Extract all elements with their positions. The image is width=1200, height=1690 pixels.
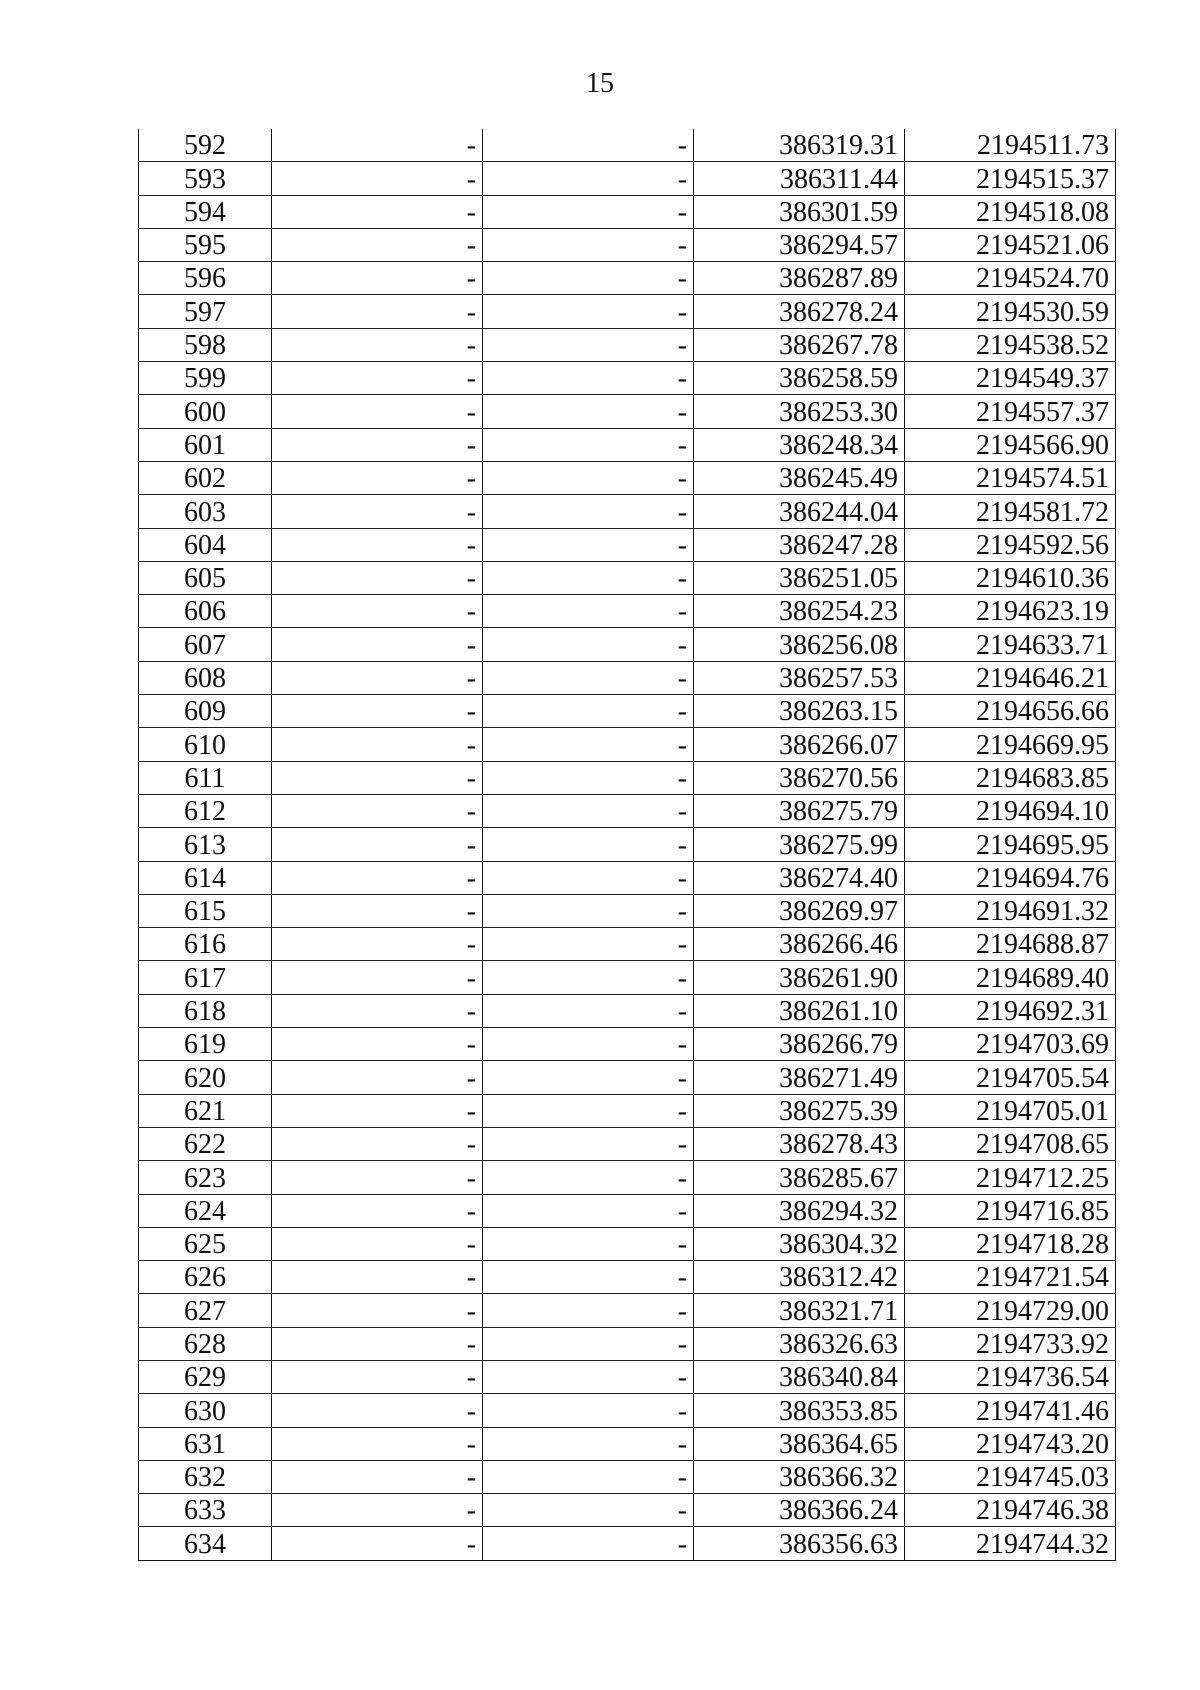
dash-cell: -	[483, 628, 694, 661]
point-number-cell: 616	[139, 928, 272, 961]
dash-cell: -	[483, 894, 694, 927]
y-coordinate-cell: 2194623.19	[905, 595, 1116, 628]
dash-cell: -	[483, 262, 694, 295]
x-coordinate-cell: 386311.44	[694, 162, 905, 195]
table-row	[139, 794, 1116, 827]
y-coordinate-cell: 2194530.59	[905, 295, 1116, 328]
y-coordinate-cell: 2194712.25	[905, 1161, 1116, 1194]
point-number-cell: 620	[139, 1061, 272, 1094]
dash-cell: -	[272, 961, 483, 994]
y-coordinate-cell: 2194610.36	[905, 561, 1116, 594]
y-coordinate-cell: 2194691.32	[905, 894, 1116, 927]
table-row	[139, 495, 1116, 528]
y-coordinate-cell: 2194729.00	[905, 1294, 1116, 1327]
point-number-cell: 600	[139, 395, 272, 428]
x-coordinate-cell: 386266.79	[694, 1028, 905, 1061]
table-row	[139, 1460, 1116, 1493]
point-number-cell: 629	[139, 1360, 272, 1393]
point-number-cell: 601	[139, 428, 272, 461]
dash-cell: -	[272, 695, 483, 728]
y-coordinate-cell: 2194656.66	[905, 695, 1116, 728]
dash-cell: -	[272, 295, 483, 328]
dash-cell: -	[272, 928, 483, 961]
table-row	[139, 1327, 1116, 1360]
x-coordinate-cell: 386274.40	[694, 861, 905, 894]
x-coordinate-cell: 386278.43	[694, 1127, 905, 1160]
y-coordinate-cell: 2194695.95	[905, 828, 1116, 861]
dash-cell: -	[272, 994, 483, 1027]
dash-cell: -	[483, 528, 694, 561]
dash-cell: -	[483, 129, 694, 162]
point-number-cell: 631	[139, 1427, 272, 1460]
x-coordinate-cell: 386269.97	[694, 894, 905, 927]
table-row	[139, 1294, 1116, 1327]
point-number-cell: 621	[139, 1094, 272, 1127]
dash-cell: -	[272, 728, 483, 761]
y-coordinate-cell: 2194716.85	[905, 1194, 1116, 1227]
y-coordinate-cell: 2194689.40	[905, 961, 1116, 994]
table-row	[139, 961, 1116, 994]
y-coordinate-cell: 2194633.71	[905, 628, 1116, 661]
dash-cell: -	[483, 561, 694, 594]
y-coordinate-cell: 2194683.85	[905, 761, 1116, 794]
point-number-cell: 603	[139, 495, 272, 528]
y-coordinate-cell: 2194705.01	[905, 1094, 1116, 1127]
x-coordinate-cell: 386271.49	[694, 1061, 905, 1094]
y-coordinate-cell: 2194744.32	[905, 1527, 1116, 1560]
y-coordinate-cell: 2194736.54	[905, 1360, 1116, 1393]
table-row	[139, 461, 1116, 494]
y-coordinate-cell: 2194703.69	[905, 1028, 1116, 1061]
dash-cell: -	[272, 1261, 483, 1294]
x-coordinate-cell: 386287.89	[694, 262, 905, 295]
dash-cell: -	[483, 1460, 694, 1493]
dash-cell: -	[272, 495, 483, 528]
y-coordinate-cell: 2194721.54	[905, 1261, 1116, 1294]
y-coordinate-cell: 2194581.72	[905, 495, 1116, 528]
x-coordinate-cell: 386294.32	[694, 1194, 905, 1227]
table-row	[139, 228, 1116, 261]
x-coordinate-cell: 386248.34	[694, 428, 905, 461]
dash-cell: -	[483, 461, 694, 494]
x-coordinate-cell: 386266.46	[694, 928, 905, 961]
y-coordinate-cell: 2194694.76	[905, 861, 1116, 894]
point-number-cell: 622	[139, 1127, 272, 1160]
x-coordinate-cell: 386247.28	[694, 528, 905, 561]
dash-cell: -	[483, 728, 694, 761]
x-coordinate-cell: 386304.32	[694, 1227, 905, 1260]
table-row	[139, 595, 1116, 628]
x-coordinate-cell: 386245.49	[694, 461, 905, 494]
dash-cell: -	[483, 328, 694, 361]
point-number-cell: 606	[139, 595, 272, 628]
x-coordinate-cell: 386261.90	[694, 961, 905, 994]
table-row	[139, 1227, 1116, 1260]
x-coordinate-cell: 386364.65	[694, 1427, 905, 1460]
x-coordinate-cell: 386340.84	[694, 1360, 905, 1393]
dash-cell: -	[272, 1028, 483, 1061]
point-number-cell: 614	[139, 861, 272, 894]
point-number-cell: 626	[139, 1261, 272, 1294]
dash-cell: -	[272, 828, 483, 861]
y-coordinate-cell: 2194718.28	[905, 1227, 1116, 1260]
y-coordinate-cell: 2194745.03	[905, 1460, 1116, 1493]
point-number-cell: 624	[139, 1194, 272, 1227]
dash-cell: -	[272, 1227, 483, 1260]
dash-cell: -	[272, 1360, 483, 1393]
dash-cell: -	[483, 761, 694, 794]
dash-cell: -	[272, 861, 483, 894]
y-coordinate-cell: 2194743.20	[905, 1427, 1116, 1460]
point-number-cell: 592	[139, 129, 272, 162]
dash-cell: -	[272, 328, 483, 361]
point-number-cell: 623	[139, 1161, 272, 1194]
dash-cell: -	[483, 1494, 694, 1527]
dash-cell: -	[272, 129, 483, 162]
x-coordinate-cell: 386319.31	[694, 129, 905, 162]
dash-cell: -	[272, 1460, 483, 1493]
y-coordinate-cell: 2194708.65	[905, 1127, 1116, 1160]
x-coordinate-cell: 386301.59	[694, 195, 905, 228]
dash-cell: -	[272, 761, 483, 794]
dash-cell: -	[483, 1427, 694, 1460]
point-number-cell: 627	[139, 1294, 272, 1327]
dash-cell: -	[483, 1394, 694, 1427]
point-number-cell: 625	[139, 1227, 272, 1260]
point-number-cell: 633	[139, 1494, 272, 1527]
dash-cell: -	[483, 1061, 694, 1094]
x-coordinate-cell: 386321.71	[694, 1294, 905, 1327]
point-number-cell: 632	[139, 1460, 272, 1493]
table-row	[139, 1161, 1116, 1194]
y-coordinate-cell: 2194549.37	[905, 362, 1116, 395]
table-row	[139, 1127, 1116, 1160]
dash-cell: -	[483, 861, 694, 894]
dash-cell: -	[272, 894, 483, 927]
dash-cell: -	[483, 595, 694, 628]
coordinates-table	[138, 129, 1116, 1561]
table-row	[139, 695, 1116, 728]
table-row	[139, 994, 1116, 1027]
table-row	[139, 162, 1116, 195]
dash-cell: -	[483, 994, 694, 1027]
table-row	[139, 328, 1116, 361]
dash-cell: -	[483, 695, 694, 728]
page-number: 15	[586, 68, 614, 99]
dash-cell: -	[272, 794, 483, 827]
x-coordinate-cell: 386294.57	[694, 228, 905, 261]
table-row	[139, 1360, 1116, 1393]
table-row	[139, 528, 1116, 561]
dash-cell: -	[483, 1261, 694, 1294]
point-number-cell: 602	[139, 461, 272, 494]
dash-cell: -	[272, 1394, 483, 1427]
table-row	[139, 1394, 1116, 1427]
table-row	[139, 861, 1116, 894]
table-row	[139, 395, 1116, 428]
y-coordinate-cell: 2194524.70	[905, 262, 1116, 295]
point-number-cell: 604	[139, 528, 272, 561]
point-number-cell: 598	[139, 328, 272, 361]
dash-cell: -	[483, 1360, 694, 1393]
x-coordinate-cell: 386261.10	[694, 994, 905, 1027]
x-coordinate-cell: 386254.23	[694, 595, 905, 628]
table-row	[139, 1261, 1116, 1294]
x-coordinate-cell: 386275.99	[694, 828, 905, 861]
dash-cell: -	[272, 395, 483, 428]
table-row	[139, 628, 1116, 661]
y-coordinate-cell: 2194557.37	[905, 395, 1116, 428]
x-coordinate-cell: 386278.24	[694, 295, 905, 328]
y-coordinate-cell: 2194515.37	[905, 162, 1116, 195]
dash-cell: -	[483, 162, 694, 195]
dash-cell: -	[483, 661, 694, 694]
point-number-cell: 615	[139, 894, 272, 927]
point-number-cell: 634	[139, 1527, 272, 1560]
point-number-cell: 593	[139, 162, 272, 195]
y-coordinate-cell: 2194694.10	[905, 794, 1116, 827]
table-row	[139, 1194, 1116, 1227]
table-row	[139, 262, 1116, 295]
dash-cell: -	[483, 428, 694, 461]
point-number-cell: 610	[139, 728, 272, 761]
y-coordinate-cell: 2194692.31	[905, 994, 1116, 1027]
dash-cell: -	[272, 1161, 483, 1194]
dash-cell: -	[272, 628, 483, 661]
x-coordinate-cell: 386356.63	[694, 1527, 905, 1560]
y-coordinate-cell: 2194518.08	[905, 195, 1116, 228]
point-number-cell: 611	[139, 761, 272, 794]
x-coordinate-cell: 386366.24	[694, 1494, 905, 1527]
table-row	[139, 894, 1116, 927]
x-coordinate-cell: 386258.59	[694, 362, 905, 395]
point-number-cell: 612	[139, 794, 272, 827]
y-coordinate-cell: 2194521.06	[905, 228, 1116, 261]
dash-cell: -	[483, 1028, 694, 1061]
point-number-cell: 617	[139, 961, 272, 994]
dash-cell: -	[483, 961, 694, 994]
point-number-cell: 608	[139, 661, 272, 694]
dash-cell: -	[272, 661, 483, 694]
dash-cell: -	[483, 395, 694, 428]
dash-cell: -	[272, 262, 483, 295]
dash-cell: -	[483, 1527, 694, 1560]
y-coordinate-cell: 2194511.73	[905, 129, 1116, 162]
point-number-cell: 595	[139, 228, 272, 261]
table-body	[139, 129, 1116, 1560]
dash-cell: -	[272, 1327, 483, 1360]
dash-cell: -	[483, 295, 694, 328]
dash-cell: -	[483, 1294, 694, 1327]
y-coordinate-cell: 2194574.51	[905, 461, 1116, 494]
table-row	[139, 761, 1116, 794]
x-coordinate-cell: 386263.15	[694, 695, 905, 728]
dash-cell: -	[272, 1127, 483, 1160]
dash-cell: -	[483, 1327, 694, 1360]
dash-cell: -	[483, 228, 694, 261]
y-coordinate-cell: 2194688.87	[905, 928, 1116, 961]
y-coordinate-cell: 2194646.21	[905, 661, 1116, 694]
dash-cell: -	[483, 1194, 694, 1227]
table-row	[139, 1427, 1116, 1460]
dash-cell: -	[272, 195, 483, 228]
y-coordinate-cell: 2194733.92	[905, 1327, 1116, 1360]
dash-cell: -	[272, 1494, 483, 1527]
y-coordinate-cell: 2194705.54	[905, 1061, 1116, 1094]
point-number-cell: 613	[139, 828, 272, 861]
y-coordinate-cell: 2194566.90	[905, 428, 1116, 461]
table-row	[139, 661, 1116, 694]
x-coordinate-cell: 386244.04	[694, 495, 905, 528]
x-coordinate-cell: 386257.53	[694, 661, 905, 694]
dash-cell: -	[272, 461, 483, 494]
dash-cell: -	[483, 1227, 694, 1260]
dash-cell: -	[483, 794, 694, 827]
dash-cell: -	[272, 528, 483, 561]
table-row	[139, 728, 1116, 761]
dash-cell: -	[483, 195, 694, 228]
x-coordinate-cell: 386253.30	[694, 395, 905, 428]
dash-cell: -	[272, 1194, 483, 1227]
dash-cell: -	[272, 595, 483, 628]
point-number-cell: 619	[139, 1028, 272, 1061]
dash-cell: -	[272, 561, 483, 594]
x-coordinate-cell: 386326.63	[694, 1327, 905, 1360]
y-coordinate-cell: 2194741.46	[905, 1394, 1116, 1427]
table-row	[139, 928, 1116, 961]
table-row	[139, 428, 1116, 461]
dash-cell: -	[272, 1094, 483, 1127]
point-number-cell: 599	[139, 362, 272, 395]
dash-cell: -	[483, 1161, 694, 1194]
dash-cell: -	[272, 228, 483, 261]
table-row	[139, 1494, 1116, 1527]
table-row	[139, 1028, 1116, 1061]
x-coordinate-cell: 386285.67	[694, 1161, 905, 1194]
table-row	[139, 129, 1116, 162]
point-number-cell: 594	[139, 195, 272, 228]
dash-cell: -	[272, 1294, 483, 1327]
x-coordinate-cell: 386256.08	[694, 628, 905, 661]
table-row	[139, 561, 1116, 594]
x-coordinate-cell: 386366.32	[694, 1460, 905, 1493]
x-coordinate-cell: 386267.78	[694, 328, 905, 361]
point-number-cell: 605	[139, 561, 272, 594]
table-row	[139, 1061, 1116, 1094]
x-coordinate-cell: 386270.56	[694, 761, 905, 794]
dash-cell: -	[272, 428, 483, 461]
dash-cell: -	[272, 1061, 483, 1094]
table-row	[139, 828, 1116, 861]
x-coordinate-cell: 386266.07	[694, 728, 905, 761]
table-row	[139, 362, 1116, 395]
x-coordinate-cell: 386275.39	[694, 1094, 905, 1127]
dash-cell: -	[483, 828, 694, 861]
dash-cell: -	[483, 495, 694, 528]
x-coordinate-cell: 386251.05	[694, 561, 905, 594]
point-number-cell: 596	[139, 262, 272, 295]
table-row	[139, 295, 1116, 328]
dash-cell: -	[483, 1127, 694, 1160]
point-number-cell: 607	[139, 628, 272, 661]
y-coordinate-cell: 2194669.95	[905, 728, 1116, 761]
point-number-cell: 618	[139, 994, 272, 1027]
table-row	[139, 195, 1116, 228]
dash-cell: -	[483, 928, 694, 961]
dash-cell: -	[483, 362, 694, 395]
dash-cell: -	[272, 1527, 483, 1560]
dash-cell: -	[483, 1094, 694, 1127]
point-number-cell: 609	[139, 695, 272, 728]
y-coordinate-cell: 2194592.56	[905, 528, 1116, 561]
dash-cell: -	[272, 362, 483, 395]
table-row	[139, 1094, 1116, 1127]
y-coordinate-cell: 2194746.38	[905, 1494, 1116, 1527]
table-row	[139, 1527, 1116, 1560]
point-number-cell: 628	[139, 1327, 272, 1360]
y-coordinate-cell: 2194538.52	[905, 328, 1116, 361]
dash-cell: -	[272, 162, 483, 195]
dash-cell: -	[272, 1427, 483, 1460]
x-coordinate-cell: 386275.79	[694, 794, 905, 827]
x-coordinate-cell: 386312.42	[694, 1261, 905, 1294]
point-number-cell: 630	[139, 1394, 272, 1427]
x-coordinate-cell: 386353.85	[694, 1394, 905, 1427]
point-number-cell: 597	[139, 295, 272, 328]
